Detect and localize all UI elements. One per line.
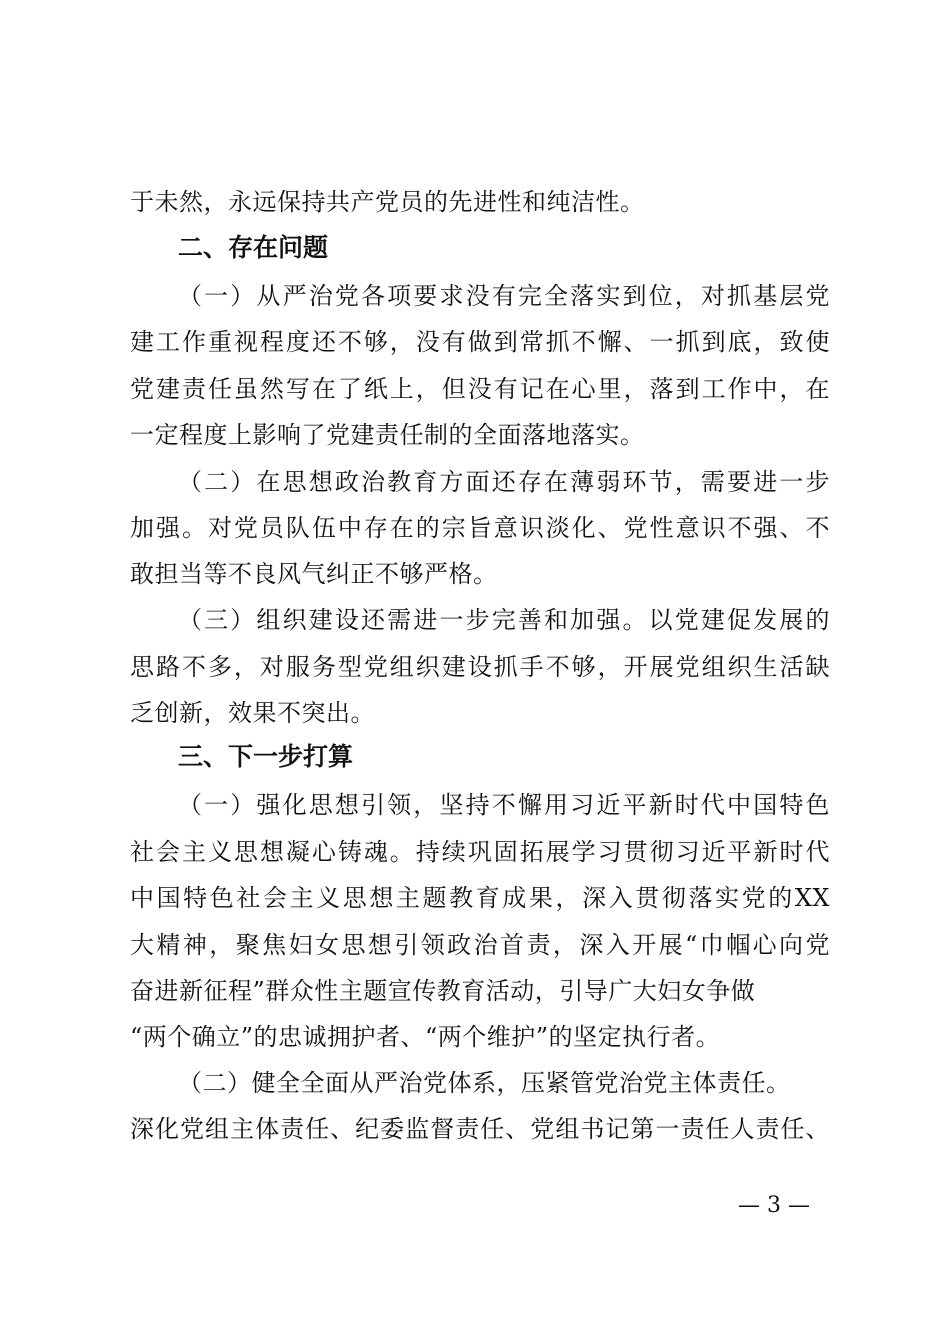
body-line: 敢担当等不良风气纠正不够严格。 xyxy=(130,560,498,588)
body-line: （一）从严治党各项要求没有完全落实到位，对抓基层党 xyxy=(178,282,830,310)
section-heading: 二、存在问题 xyxy=(178,233,329,262)
body-line: 社会主义思想凝心铸魂。持续巩固拓展学习贯彻习近平新时代 xyxy=(130,838,830,866)
body-line: 建工作重视程度还不够，没有做到常抓不懈、一抓到底，致使 xyxy=(130,328,830,356)
body-line: 加强。对党员队伍中存在的宗旨意识淡化、党性意识不强、不 xyxy=(130,514,830,542)
body-line: 乏创新，效果不突出。 xyxy=(130,699,375,727)
body-line: 于未然，永远保持共产党员的先进性和纯洁性。 xyxy=(130,188,645,216)
body-line: 奋进新征程”群众性主题宣传教育活动，引导广大妇女争做 xyxy=(130,977,756,1005)
section-heading: 三、下一步打算 xyxy=(178,742,354,771)
body-line: （三）组织建设还需进一步完善和加强。以党建促发展的 xyxy=(178,606,830,634)
body-line: （二）在思想政治教育方面还存在薄弱环节，需要进一步 xyxy=(178,468,830,496)
body-line: 大精神，聚焦妇女思想引领政治首责，深入开展“巾帼心向党 xyxy=(130,931,830,959)
body-line: 党建责任虽然写在了纸上，但没有记在心里，落到工作中，在 xyxy=(130,375,830,403)
body-line: 一定程度上影响了党建责任制的全面落地落实。 xyxy=(130,421,645,449)
body-line: 中国特色社会主义思想主题教育成果，深入贯彻落实党的XX xyxy=(130,884,830,912)
body-line: 深化党组主体责任、纪委监督责任、党组书记第一责任人责任、 xyxy=(130,1115,830,1143)
body-line: （二）健全全面从严治党体系，压紧管党治党主体责任。 xyxy=(178,1069,791,1097)
page-number: — 3 — xyxy=(738,1193,810,1218)
body-line: 思路不多，对服务型党组织建设抓手不够，开展党组织生活缺 xyxy=(130,653,830,681)
body-line: “两个确立”的忠诚拥护者、“两个维护”的坚定执行者。 xyxy=(130,1023,721,1051)
body-line: （一）强化思想引领，坚持不懈用习近平新时代中国特色 xyxy=(178,791,830,819)
